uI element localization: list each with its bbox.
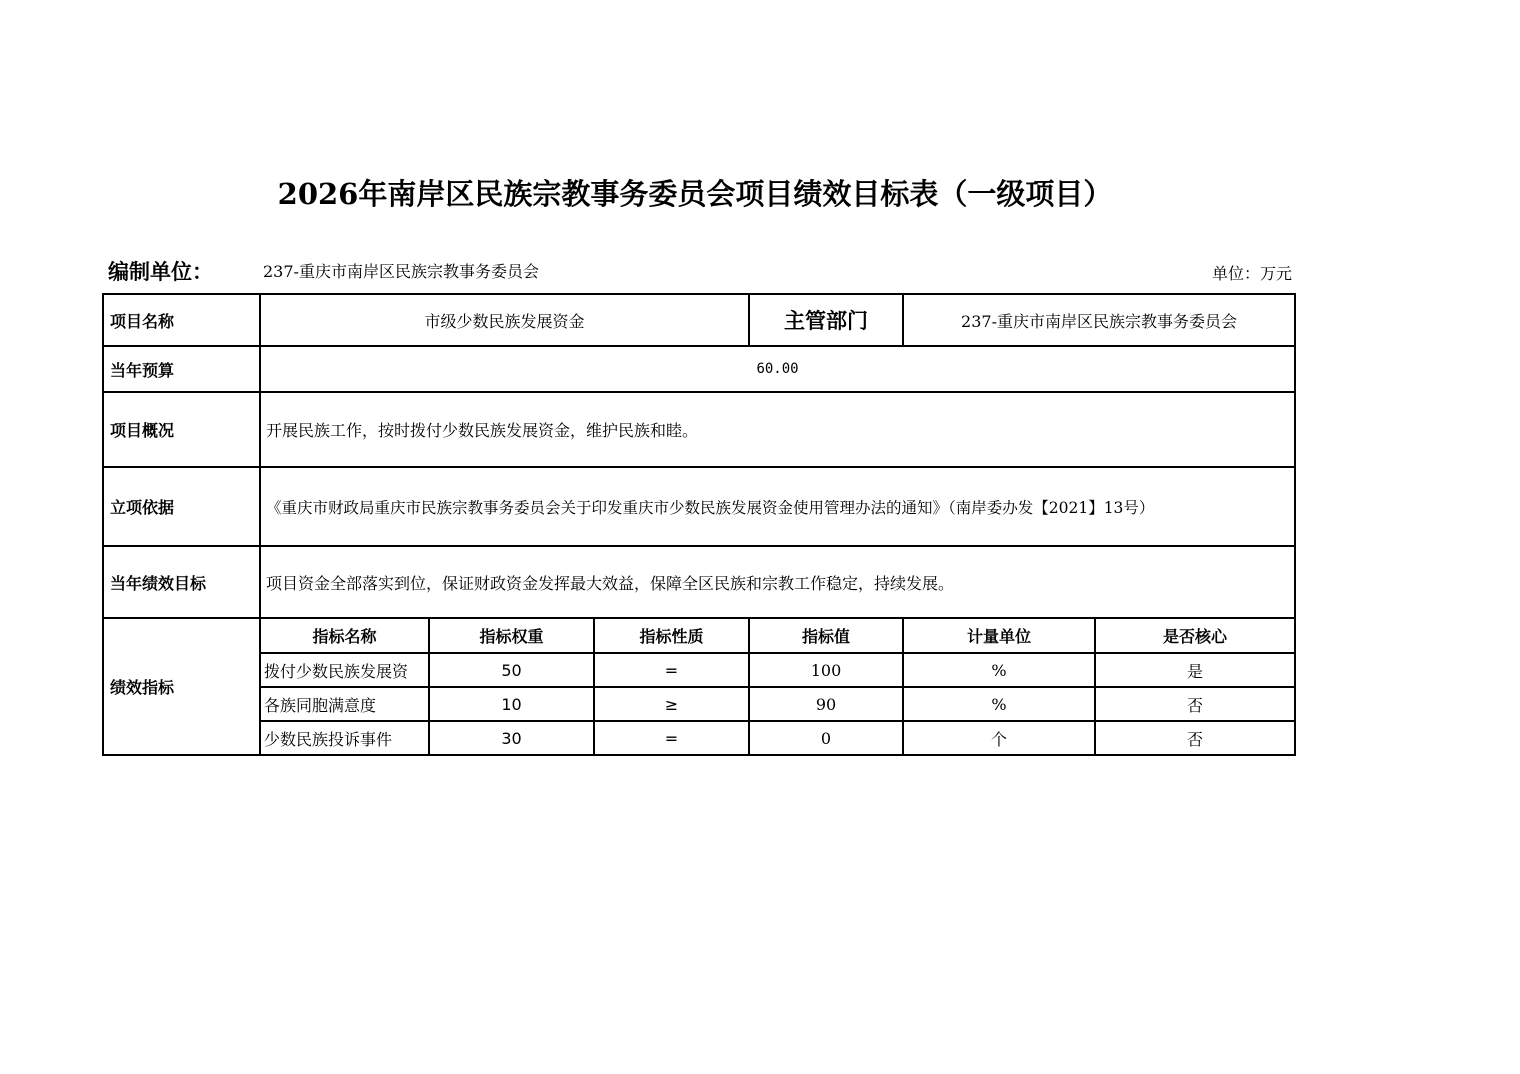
col-indicator-nature: 指标性质 bbox=[594, 618, 749, 653]
basis-value: 《重庆市财政局重庆市民族宗教事务委员会关于印发重庆市少数民族发展资金使用管理办法的通知》（南岸委办发【2021】13号） bbox=[260, 467, 1295, 546]
performance-table bbox=[102, 293, 1296, 756]
dept-label: 主管部门 bbox=[749, 294, 903, 346]
indicator-row bbox=[103, 653, 1295, 687]
indicator-weight: 10 bbox=[429, 687, 594, 721]
org-label: 编制单位： bbox=[108, 259, 213, 284]
indicators-label: 绩效指标 bbox=[103, 618, 260, 755]
goal-row bbox=[103, 546, 1295, 618]
indicator-unit: % bbox=[903, 653, 1095, 687]
indicator-core: 否 bbox=[1095, 687, 1295, 721]
budget-label: 当年预算 bbox=[103, 346, 260, 392]
indicator-unit: % bbox=[903, 687, 1095, 721]
indicator-nature: = bbox=[594, 721, 749, 755]
indicator-value: 100 bbox=[749, 653, 903, 687]
indicator-value: 90 bbox=[749, 687, 903, 721]
indicator-core: 否 bbox=[1095, 721, 1295, 755]
goal-label: 当年绩效目标 bbox=[103, 546, 260, 618]
indicator-value: 0 bbox=[749, 721, 903, 755]
unit-label: 单位：万元 bbox=[1211, 264, 1292, 283]
budget-row bbox=[103, 346, 1295, 392]
indicator-header-row bbox=[103, 618, 1295, 653]
col-is-core: 是否核心 bbox=[1095, 618, 1295, 653]
indicator-weight: 30 bbox=[429, 721, 594, 755]
dept-value: 237-重庆市南岸区民族宗教事务委员会 bbox=[903, 294, 1295, 346]
overview-value: 开展民族工作，按时拨付少数民族发展资金，维护民族和睦。 bbox=[260, 392, 1295, 467]
indicator-row bbox=[103, 687, 1295, 721]
col-measure-unit: 计量单位 bbox=[903, 618, 1095, 653]
project-name-row bbox=[103, 294, 1295, 346]
indicator-nature: ≥ bbox=[594, 687, 749, 721]
indicator-name: 各族同胞满意度 bbox=[260, 687, 429, 721]
col-indicator-name: 指标名称 bbox=[260, 618, 429, 653]
page-title: 2026年南岸区民族宗教事务委员会项目绩效目标表（一级项目） bbox=[277, 177, 1113, 211]
project-name-label: 项目名称 bbox=[103, 294, 260, 346]
indicator-row bbox=[103, 721, 1295, 755]
overview-label: 项目概况 bbox=[103, 392, 260, 467]
indicator-unit: 个 bbox=[903, 721, 1095, 755]
indicator-core: 是 bbox=[1095, 653, 1295, 687]
indicator-name: 拨付少数民族发展资 bbox=[260, 653, 429, 687]
goal-value: 项目资金全部落实到位，保证财政资金发挥最大效益，保障全区民族和宗教工作稳定，持续发展。 bbox=[260, 546, 1295, 618]
basis-label: 立项依据 bbox=[103, 467, 260, 546]
indicator-nature: = bbox=[594, 653, 749, 687]
overview-row bbox=[103, 392, 1295, 467]
col-indicator-weight: 指标权重 bbox=[429, 618, 594, 653]
basis-row bbox=[103, 467, 1295, 546]
budget-value: 60.00 bbox=[260, 346, 1295, 392]
project-name-value: 市级少数民族发展资金 bbox=[260, 294, 749, 346]
indicator-weight: 50 bbox=[429, 653, 594, 687]
col-indicator-value: 指标值 bbox=[749, 618, 903, 653]
org-value: 237-重庆市南岸区民族宗教事务委员会 bbox=[263, 262, 539, 281]
indicator-name: 少数民族投诉事件 bbox=[260, 721, 429, 755]
